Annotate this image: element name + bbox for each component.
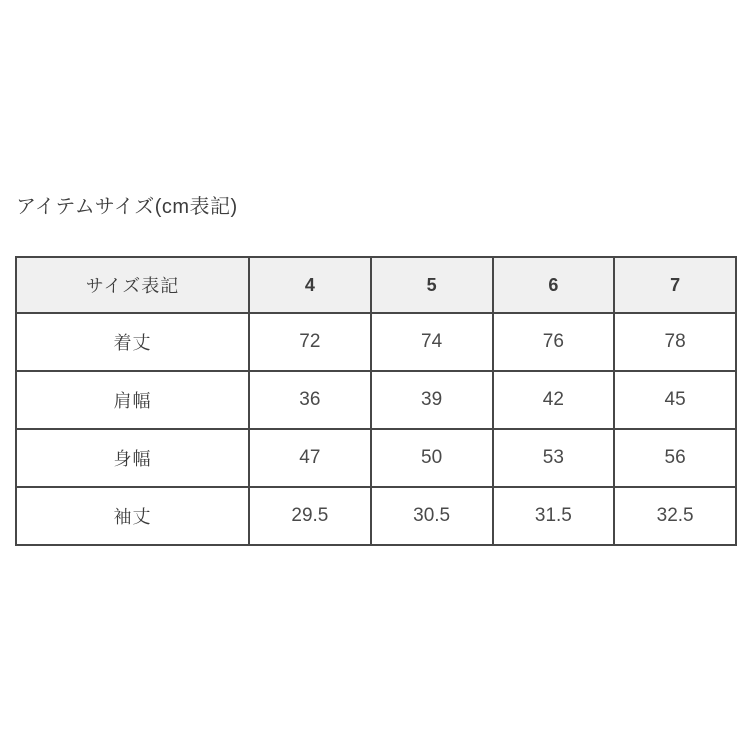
table-row-body-width (16, 429, 736, 487)
cell-value: 50 (371, 429, 493, 487)
cell-value: 39 (371, 371, 493, 429)
size-chart-table (15, 256, 737, 546)
header-cell-size-7: 7 (614, 257, 736, 313)
cell-value: 78 (614, 313, 736, 371)
cell-value: 45 (614, 371, 736, 429)
header-cell-size-6: 6 (493, 257, 615, 313)
table-row-shoulder-width (16, 371, 736, 429)
size-table-header-row (16, 257, 736, 313)
size-chart-title: アイテムサイズ(cm表記) (16, 196, 238, 218)
header-cell-size-5: 5 (371, 257, 493, 313)
cell-value: 31.5 (493, 487, 615, 545)
header-cell-size-4: 4 (249, 257, 371, 313)
cell-value: 30.5 (371, 487, 493, 545)
row-label-sleeve-length: 袖丈 (16, 487, 249, 545)
cell-value: 36 (249, 371, 371, 429)
cell-value: 72 (249, 313, 371, 371)
table-row-sleeve-length (16, 487, 736, 545)
cell-value: 53 (493, 429, 615, 487)
row-label-body-width: 身幅 (16, 429, 249, 487)
table-row-body-length (16, 313, 736, 371)
cell-value: 32.5 (614, 487, 736, 545)
row-label-body-length: 着丈 (16, 313, 249, 371)
cell-value: 56 (614, 429, 736, 487)
row-label-shoulder-width: 肩幅 (16, 371, 249, 429)
cell-value: 29.5 (249, 487, 371, 545)
cell-value: 74 (371, 313, 493, 371)
cell-value: 42 (493, 371, 615, 429)
cell-value: 47 (249, 429, 371, 487)
cell-value: 76 (493, 313, 615, 371)
header-cell-size-label: サイズ表記 (16, 257, 249, 313)
